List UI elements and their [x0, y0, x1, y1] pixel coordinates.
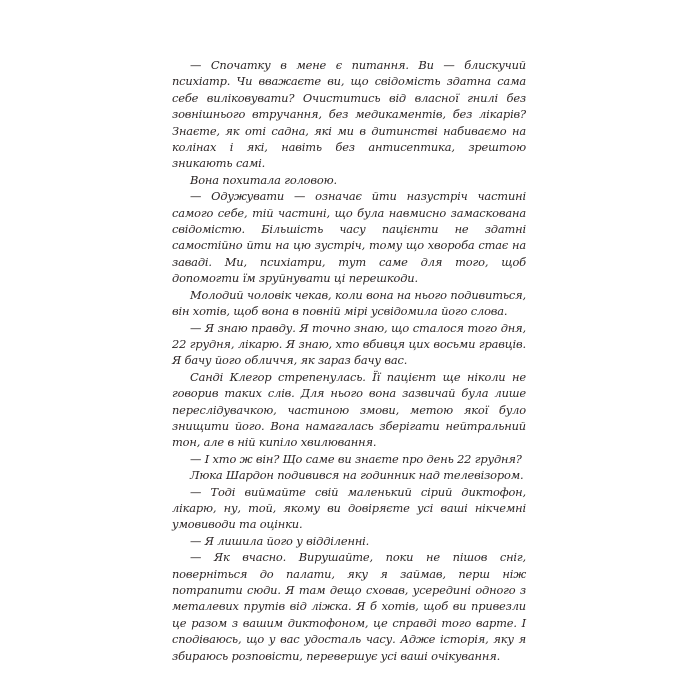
paragraph-9: — Тоді виймайте свій маленький сірий диктофон, лікарю, ну, той, якому ви довіряєте усі ваші нікчемні умовиводи та оцінки. [172, 484, 526, 532]
paragraph-1: — Спочатку в мене є питання. Ви — блискучий психіатр. Чи вважаєте ви, що свідомість здатна сама себе виліковувати? Очиститись від власної гнилі без зовнішнього втручання, без медикаментів, без лікарів? Знаєте, як оті садна, які ми в дитинстві набиваємо на колінах і які, навіть без антисептика, зрештою зникають самі. [172, 58, 526, 171]
paragraph-11: — Як вчасно. Вирушайте, поки не пішов сніг, поверніться до палати, яку я займав, перш ніж потрапити сюди. Я там дещо сховав, усередині одного з металевих прутів від ліжка. Я б хотів, щоб ви привезли це разом з вашим диктофоном, це справді того варте. І сподіваюсь, що у вас удосталь часу. Адже історія, яку я збираюсь розповісти, перевершує усі ваші очікування. [172, 550, 526, 663]
paragraph-3: — Одужувати — означає йти назустріч частині самого себе, тій частині, що була навмисно замаскована свідомістю. Більшість часу пацієнти не здатні самостійно йти на цю зустріч, тому що хвороба стає на заваді. Ми, психіатри, тут саме для того, щоб допомогти їм зруйнувати ці перешкоди. [172, 189, 526, 286]
paragraph-10: — Я лишила його у відділенні. [190, 533, 370, 548]
paragraph-7: — І хто ж він? Що саме ви знаєте про день 22 грудня? [190, 451, 522, 466]
paragraph-4: Молодий чоловік чекав, коли вона на нього подивиться, він хотів, щоб вона в повній мірі усвідомила його слова. [172, 287, 526, 319]
paragraph-5: — Я знаю правду. Я точно знаю, що сталося того дня, 22 грудня, лікарю. Я знаю, хто вбивця цих восьми гравців. Я бачу його обличчя, як зараз бачу вас. [172, 320, 526, 368]
page-text [172, 57, 526, 664]
paragraph-2: Вона похитала головою. [190, 172, 337, 187]
paragraph-6: Санді Клегор стрепенулась. Її пацієнт ще ніколи не говорив таких слів. Для нього вона зазвичай була лише переслідувачкою, частиною змови, метою якої було знищити його. Вона намагалась зберігати нейтральний тон, але в ній кипіло хвилювання. [172, 369, 526, 450]
paragraph-8: Люка Шардон подивився на годинник над телевізором. [190, 468, 524, 483]
